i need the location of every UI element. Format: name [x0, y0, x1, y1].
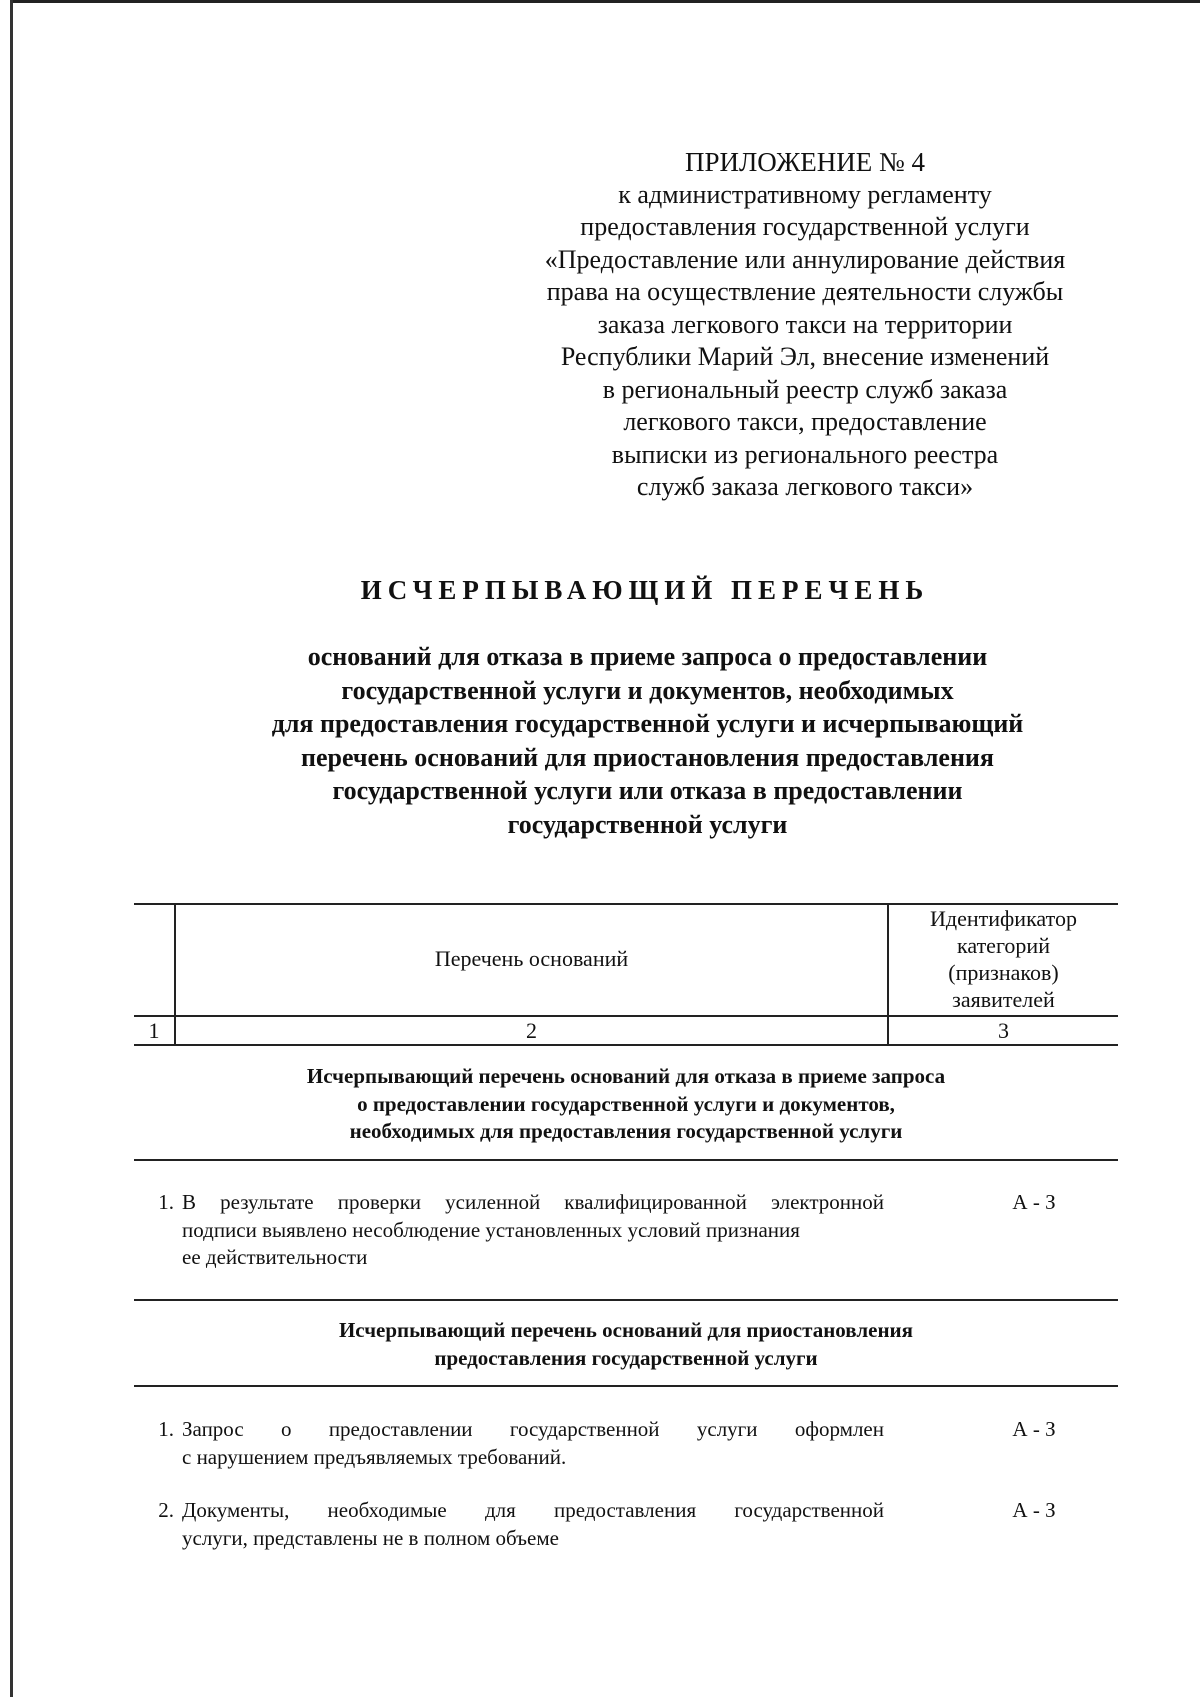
appendix-line: права на осуществление деятельности службы [546, 277, 1064, 306]
item-code: А - З [1012, 1190, 1056, 1214]
section-title-line: Исчерпывающий перечень оснований для приостановления [338, 1318, 914, 1342]
appendix-line: «Предоставление или аннулирование действия [544, 244, 1066, 274]
item-text-line: В результате проверки усиленной квалифицированной электронной [182, 1190, 884, 1214]
col-number-2: 2 [526, 1018, 537, 1043]
section-title-line: о предоставлении государственной услуги и документов, [357, 1091, 895, 1116]
col2-header: Перечень оснований [434, 946, 629, 971]
section-rule [134, 1385, 1118, 1387]
item-text-line: Документы, необходимые для предоставления государственной [182, 1498, 884, 1522]
appendix-line: заказа легкового такси на территории [597, 309, 1013, 339]
col-number-1: 1 [148, 1018, 160, 1043]
section-rule [134, 1299, 1118, 1301]
appendix-line: в региональный реестр служб заказа [602, 374, 1008, 404]
section-title-line: предоставления государственной услуги [434, 1345, 818, 1370]
section-title-suspension [134, 1317, 1118, 1372]
section-title-line: необходимых для предоставления государственной услуги [349, 1119, 903, 1143]
col-number-3: 3 [998, 1018, 1009, 1043]
item-text [182, 1416, 1017, 1471]
appendix-line: предоставления государственной услуги [580, 212, 1030, 241]
col3-header [889, 905, 1118, 1013]
subtitle-line: оснований для отказа в приеме запроса о предоставлении [307, 642, 988, 671]
section-rule [134, 1159, 1118, 1161]
appendix-line: служб заказа легкового такси» [636, 472, 974, 501]
col3-header-line: категорий [957, 933, 1050, 958]
appendix-line: Республики Марий Эл, внесение изменений [560, 342, 1050, 371]
item-text [182, 1189, 1017, 1272]
subtitle-line: перечень оснований для приостановления предоставления [301, 742, 994, 772]
col3-header-line: Идентификатор [930, 906, 1077, 931]
subtitle-line: государственной услуги [507, 809, 788, 839]
item-code: А - З [1012, 1417, 1056, 1441]
subtitle-line: государственной услуги или отказа в предоставлении [332, 776, 963, 805]
subtitle-line: для предоставления государственной услуги и исчерпывающий [271, 709, 1024, 738]
subtitle-line: государственной услуги и документов, необходимых [341, 675, 954, 705]
section-title-line: Исчерпывающий перечень оснований для отказа в приеме запроса [306, 1064, 946, 1088]
appendix-block [490, 146, 1120, 504]
scan-border-left [10, 0, 13, 1697]
item-text [182, 1497, 1017, 1552]
appendix-line: легкового такси, предоставление [623, 407, 987, 436]
item-text-line: подписи выявлено несоблюдение установленных условий признания [182, 1217, 800, 1242]
item-text-line: Запрос о предоставлении государственной услуги оформлен [182, 1417, 884, 1441]
col3-header-line: (признаков) [948, 960, 1059, 985]
document-title: ИСЧЕРПЫВАЮЩИЙ ПЕРЕЧЕНЬ [360, 575, 930, 605]
document-subtitle [180, 640, 1115, 841]
scan-border-top [10, 0, 1200, 3]
item-code: А - З [1012, 1498, 1056, 1522]
col3-header-line: заявителей [952, 987, 1055, 1012]
item-text-line: с нарушением предъявляемых требований. [182, 1444, 567, 1469]
item-number: 2. [158, 1498, 174, 1522]
appendix-heading: ПРИЛОЖЕНИЕ № 4 [684, 147, 926, 177]
item-number: 1. [158, 1417, 174, 1441]
item-number: 1. [158, 1190, 174, 1214]
appendix-line: к административному регламенту [618, 179, 992, 209]
section-title-refusal [134, 1063, 1118, 1146]
appendix-line: выписки из регионального реестра [611, 439, 999, 469]
table-rule-bottom [134, 1044, 1118, 1046]
item-text-line: услуги, представлены не в полном объеме [182, 1525, 559, 1550]
item-text-line: ее действительности [182, 1245, 368, 1269]
